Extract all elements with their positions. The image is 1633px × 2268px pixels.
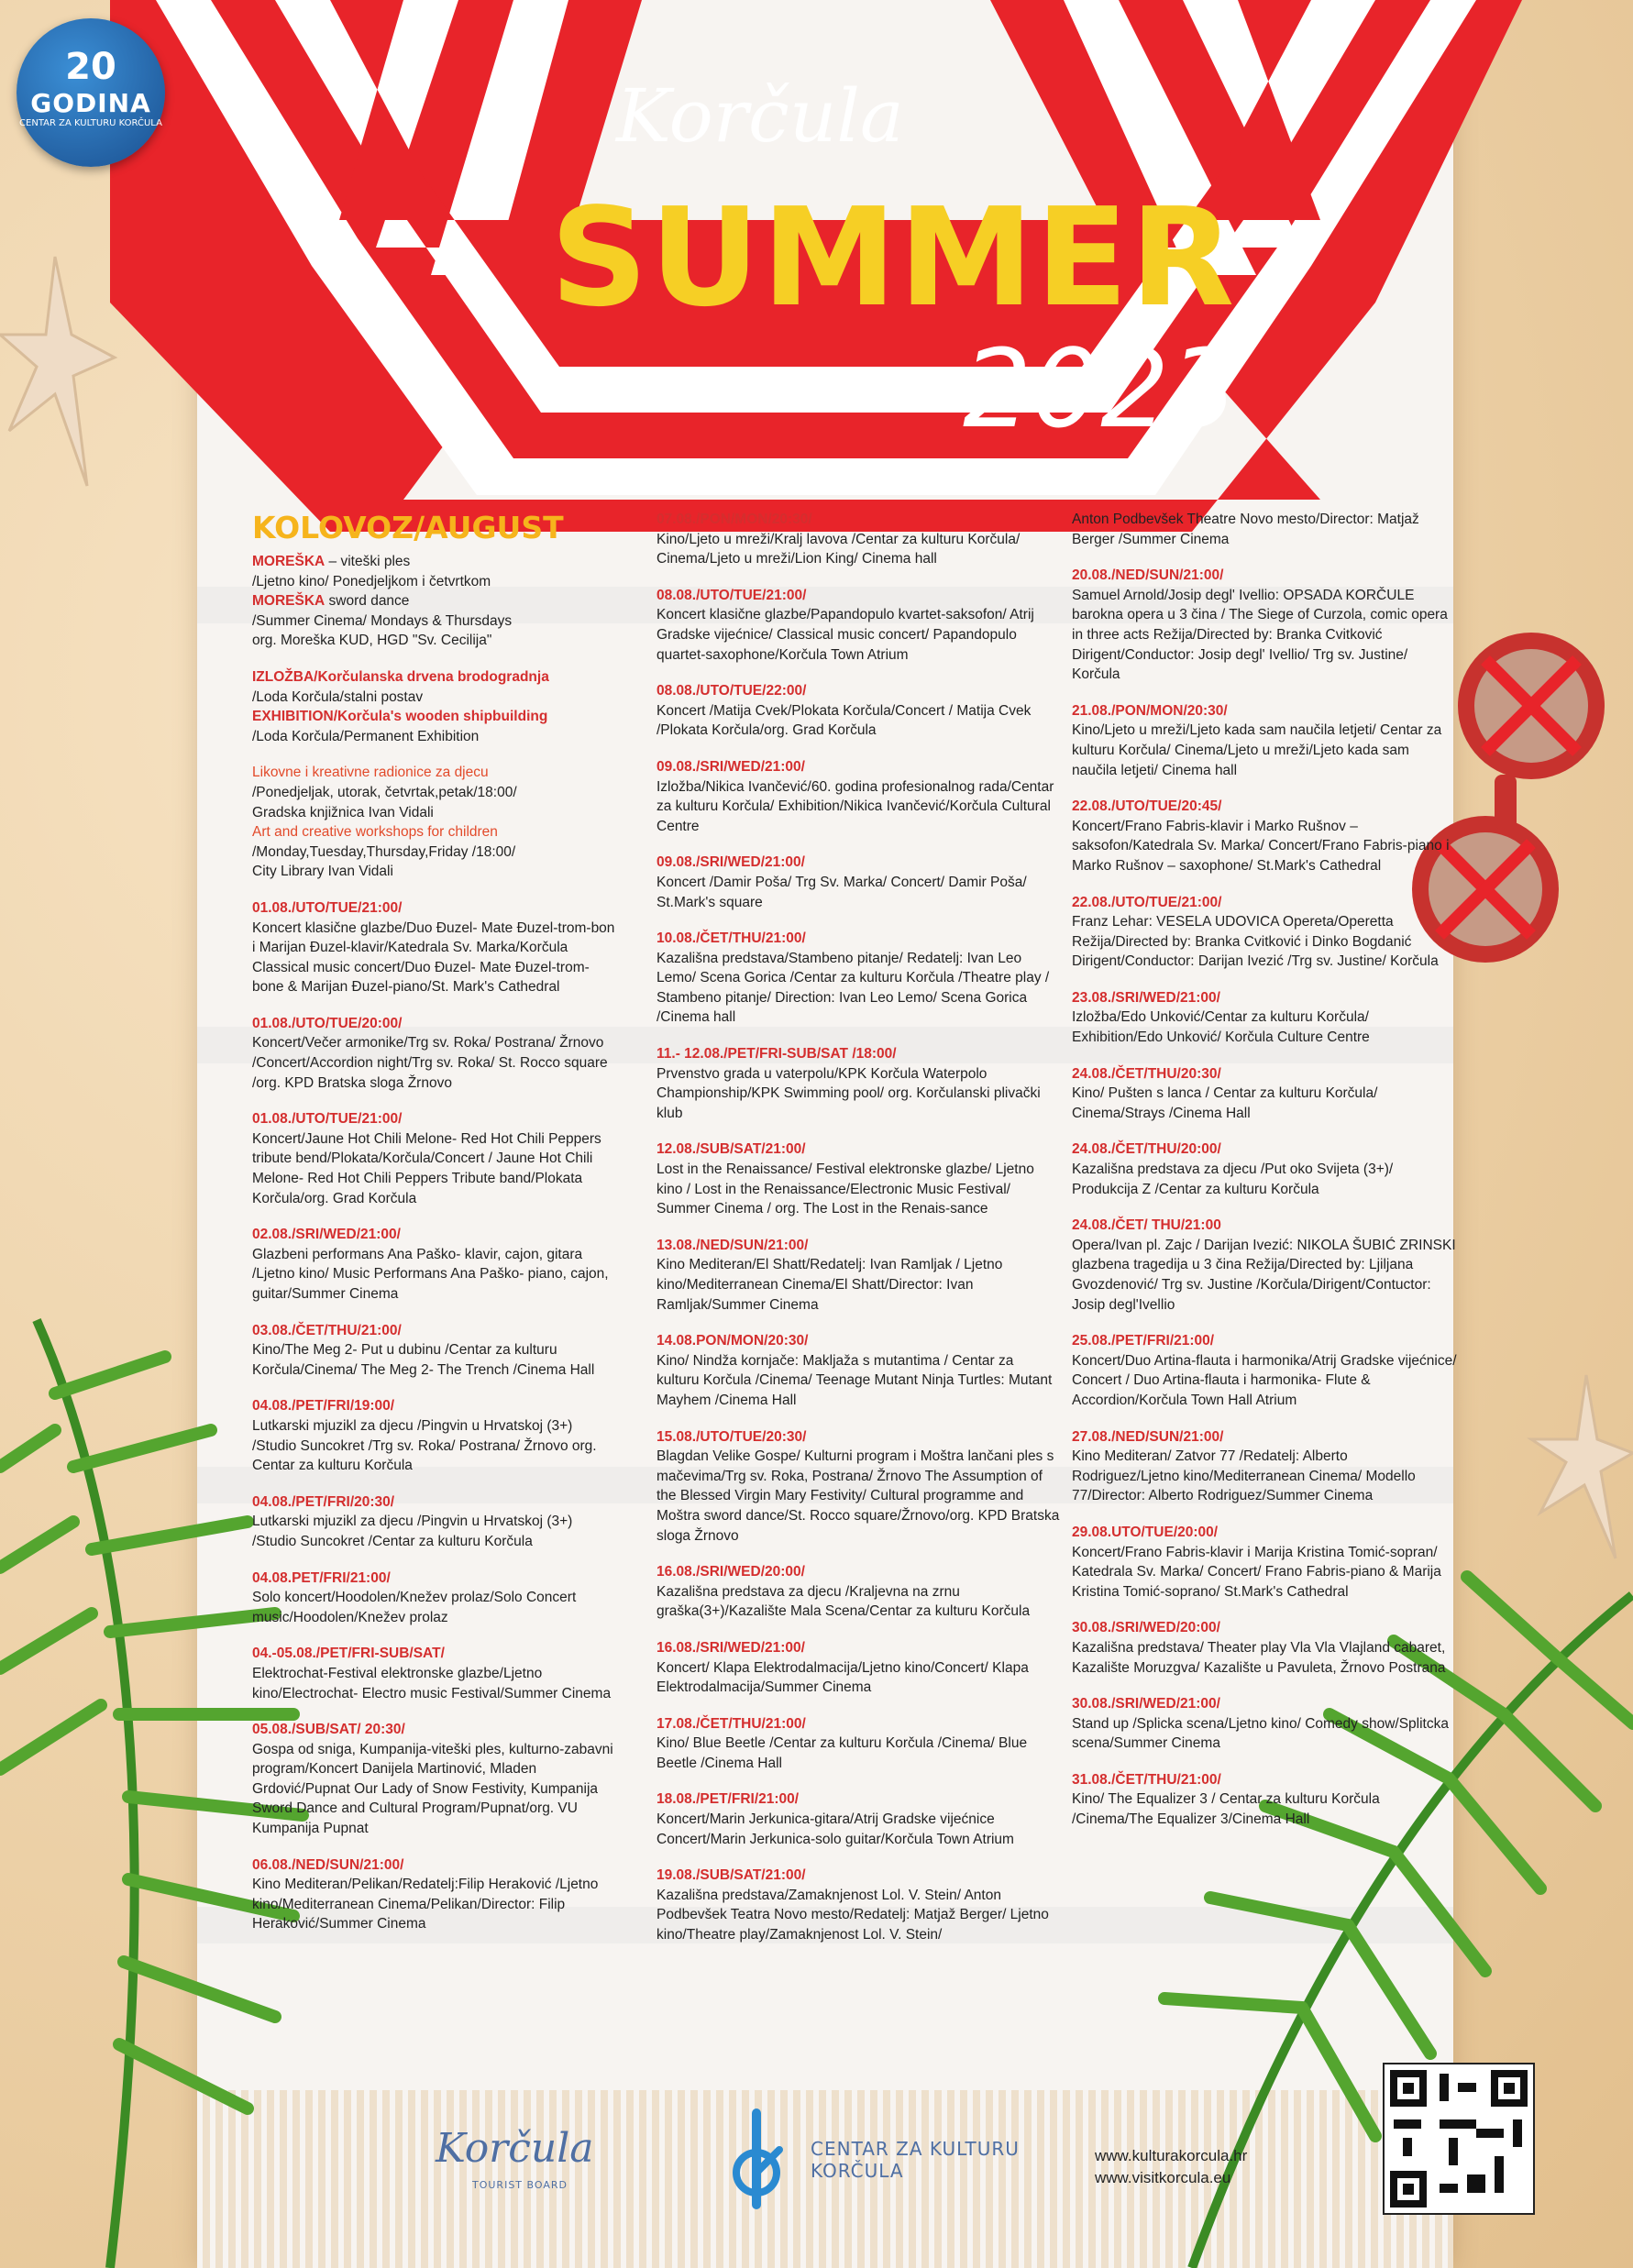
event-date: 08.08./UTO/TUE/21:00/ <box>657 587 807 603</box>
anniversary-badge <box>17 18 165 167</box>
event-item <box>657 1140 1060 1218</box>
event-description: Kino/ Blue Beetle /Centar za kulturu Korčula /Cinema/ Blue Beetle /Cinema Hall <box>657 1735 1028 1771</box>
intro-text: MOREŠKA <box>252 593 325 610</box>
event-date: 04.08./PET/FRI/19:00/ <box>252 1398 395 1415</box>
tourist-board-logo[interactable] <box>436 2125 594 2191</box>
event-description: Koncert /Matija Cvek/Plokata Korčula/Concert / Matija Cvek /Plokata Korčula/org. Grad Korčula <box>657 702 1032 739</box>
centar-za-kulturu-logo-icon <box>715 2108 798 2209</box>
event-date: 01.08./UTO/TUE/21:00/ <box>252 899 403 916</box>
url-kulturakorcula-link[interactable]: www.kulturakorcula.hr <box>1095 2147 1248 2164</box>
event-item <box>252 1855 619 1934</box>
event-description: Koncert/Frano Fabris-klavir i Marko Rušnov – saksofon/Katedrala Sv. Marka/ Concert/Frano Fabris-piano i Marko Rušnov – saxophone/ St.Mark's Cathedral <box>1072 818 1450 874</box>
event-item <box>657 1638 1060 1698</box>
program-column-2 <box>657 510 1060 1962</box>
intro-text: /Monday,Tuesday,Thursday,Friday /18:00/ <box>252 843 516 860</box>
event-description: Koncert/Duo Artina-flauta i harmonika/Atrij Gradske vijećnice/ Concert / Duo Artina-flauta i harmonika- Flute & Accordion/Korčula Town Hall Atrium <box>1072 1352 1457 1408</box>
month-title: KOLOVOZ/AUGUST <box>252 510 564 545</box>
intro-block <box>252 667 619 746</box>
event-description: Koncert/Marin Jerkunica-gitara/Atrij Gradske vijećnice Concert/Marin Jerkunica-solo guitar/Korčula Town Atrium <box>657 1811 1014 1847</box>
event-item <box>657 1236 1060 1315</box>
event-description: Solo koncert/Hoodolen/Knežev prolaz/Solo Concert music/Hoodolen/Knežev prolaz <box>252 1590 577 1625</box>
intro-text: Gradska knjižnica Ivan Vidali <box>252 804 434 820</box>
intro-text: /Loda Korčula/stalni postav <box>252 688 424 705</box>
event-item <box>657 929 1060 1028</box>
event-item <box>252 1321 619 1381</box>
intro-text: /Ljetno kino/ Ponedjeljkom i četvrtkom <box>252 573 491 589</box>
event-date: 27.08./NED/SUN/21:00/ <box>1072 1428 1224 1445</box>
event-item <box>657 1331 1060 1410</box>
intro-text: IZLOŽBA/Korčulanska drvena brodogradnja <box>252 668 549 685</box>
event-description: Koncert/Večer armonike/Trg sv. Roka/ Postrana/ Žrnovo /Concert/Accordion night/Trg sv. Roka/ St. Rocco square /org. KPD Bratska sloga Žrnovo <box>252 1035 608 1091</box>
event-description: Lutkarski mjuzikl za djecu /Pingvin u Hrvatskoj (3+) /Studio Suncokret /Centar za kulturu Korčula <box>252 1514 573 1549</box>
event-list-3 <box>1072 566 1457 1829</box>
event-item <box>252 898 619 997</box>
event-date: 07.08./PON/MON/20:30/ <box>657 512 812 527</box>
event-description: Kino Mediteran/ Zatvor 77 /Redatelj: Alberto Rodriguez/Ljetno kino/Mediterranean Cinema/ Modello 77/Director: Alberto Rodriguez/Summer Cinema <box>1072 1448 1416 1504</box>
qr-code[interactable] <box>1383 2063 1535 2215</box>
event-item <box>1072 1694 1457 1754</box>
ck-line-2: KORČULA <box>811 2160 904 2182</box>
event-item <box>1072 1064 1457 1124</box>
event-date: 16.08./SRI/WED/20:00/ <box>657 1564 805 1580</box>
intro-text: MOREŠKA <box>252 554 325 569</box>
intro-text: /Ponedjeljak, utorak, četvrtak,petak/18:00/ <box>252 784 517 800</box>
event-date: 31.08./ČET/THU/21:00/ <box>1072 1771 1221 1788</box>
intro-text: sword dance <box>325 593 410 610</box>
intro-text: /Summer Cinema/ Mondays & Thursdays <box>252 612 513 629</box>
title-year: 2023 <box>963 325 1239 452</box>
event-description: Kazališna predstava za djecu /Kraljevna na zrnu graška(3+)/Kazalište Mala Scena/Centar za kulturu Korčula <box>657 1583 1031 1620</box>
event-date: 23.08./SRI/WED/21:00/ <box>1072 989 1220 1006</box>
event-date: 24.08./ČET/THU/20:00/ <box>1072 1141 1221 1158</box>
event-list-2 <box>657 510 1060 1945</box>
badge-number: 20 <box>65 46 116 88</box>
event-item <box>657 1427 1060 1547</box>
event-description: Koncert/Jaune Hot Chili Melone- Red Hot Chili Peppers tribute bend/Plokata/Korčula/Concert / Jaune Hot Chili Melone- Red Hot Chili Peppers Tribute band/Plokata Korčula/org. Grad Korčula <box>252 1130 601 1206</box>
event-date: 30.08./SRI/WED/20:00/ <box>1072 1620 1220 1636</box>
badge-text: GODINA <box>30 88 151 118</box>
intro-text: Art and creative workshops for children <box>252 824 498 841</box>
title-korcula: Korčula <box>616 73 904 159</box>
url-visitkorcula-link[interactable]: www.visitkorcula.eu <box>1095 2169 1231 2186</box>
event-date: 02.08./SRI/WED/21:00/ <box>252 1227 401 1243</box>
event-item <box>1072 1331 1457 1410</box>
event-item <box>657 1562 1060 1622</box>
event-date: 29.08.UTO/TUE/20:00/ <box>1072 1524 1219 1540</box>
event-date: 06.08./NED/SUN/21:00/ <box>252 1856 404 1873</box>
event-date: 25.08./PET/FRI/21:00/ <box>1072 1333 1215 1349</box>
event-date: 04.08./PET/FRI/20:30/ <box>252 1493 395 1510</box>
column-3-lead: Anton Podbevšek Theatre Novo mesto/Director: Matjaž Berger /Summer Cinema <box>1072 512 1419 547</box>
event-date: 13.08./NED/SUN/21:00/ <box>657 1237 809 1253</box>
event-date: 16.08./SRI/WED/21:00/ <box>657 1639 805 1656</box>
event-description: Franz Lehar: VESELA UDOVICA Opereta/Operetta Režija/Directed by: Branka Cvitković i Dinko Bogdanić Dirigent/Conductor: Darijan Ivezić /Trg sv. Justine/ Korčula <box>1072 914 1439 970</box>
event-date: 20.08./NED/SUN/21:00/ <box>1072 567 1224 584</box>
event-date: 11.- 12.08./PET/FRI-SUB/SAT /18:00/ <box>657 1046 897 1062</box>
event-date: 10.08./ČET/THU/21:00/ <box>657 930 806 947</box>
event-date: 03.08./ČET/THU/21:00/ <box>252 1322 402 1338</box>
event-date: 12.08./SUB/SAT/21:00/ <box>657 1141 806 1158</box>
event-item <box>1072 797 1457 875</box>
event-item <box>657 853 1060 912</box>
event-date: 22.08./UTO/TUE/21:00/ <box>1072 894 1222 910</box>
event-date: 19.08./SUB/SAT/21:00/ <box>657 1867 806 1884</box>
event-description: Lutkarski mjuzikl za djecu /Pingvin u Hrvatskoj (3+) /Studio Suncokret /Trg sv. Roka/ Postrana/ Žrnovo org. Centar za kulturu Korčula <box>252 1417 597 1474</box>
event-item <box>657 1044 1060 1123</box>
event-description: Kazališna predstava za djecu /Put oko Svijeta (3+)/ Produkcija Z /Centar za kulturu Korčula <box>1072 1162 1394 1197</box>
event-description: Koncert/Frano Fabris-klavir i Marija Kristina Tomić-sopran/ Katedrala Sv. Marka/ Concert/ Frano Fabris-piano & Marija Kristina Tomić-soprano/ St.Mark's Cathedral <box>1072 1544 1441 1600</box>
event-item <box>657 1866 1060 1944</box>
event-item <box>1072 1140 1457 1199</box>
event-description: Kino/ The Equalizer 3 / Centar za kulturu Korčula /Cinema/The Equalizer 3/Cinema Hall <box>1072 1791 1380 1828</box>
event-date: 17.08./ČET/THU/21:00/ <box>657 1715 806 1732</box>
tourist-board-sub: TOURIST BOARD <box>472 2179 568 2191</box>
event-description: Kazališna predstava/Stambeno pitanje/ Redatelj: Ivan Leo Lemo/ Scena Gorica /Centar za kulturu Korčula /Theatre play / Stambeno pitanje/ Direction: Ivan Leo Lemo/ Scena Gorica /Cinema hall <box>657 950 1050 1026</box>
event-item <box>252 1720 619 1839</box>
event-description: Koncert klasične glazbe/Papandopulo kvartet-saksofon/ Atrij Gradske vijećnice/ Classical music concert/ Papandopulo quartet-saxophone/Korčula Town Atrium <box>657 607 1034 663</box>
event-date: 04.-05.08./PET/FRI-SUB/SAT/ <box>252 1646 445 1662</box>
event-description: Kino/Ljeto u mreži/Kralj lavova /Centar za kulturu Korčula/ Cinema/Ljeto u mreži/Lion King/ Cinema hall <box>657 531 1021 567</box>
event-date: 01.08./UTO/TUE/20:00/ <box>252 1015 403 1031</box>
event-item <box>1072 893 1457 972</box>
event-item <box>252 1492 619 1552</box>
event-date: 15.08./UTO/TUE/20:30/ <box>657 1428 807 1445</box>
event-description: Opera/Ivan pl. Zajc / Darijan Ivezić: NIKOLA ŠUBIĆ ZRINSKI glazbena tragedija u 3 čina Režija/Directed by: Ljiljana Gvozdenović/ Trg sv. Justine /Korčula/Dirigent/Contuctor: Josip degl'Ivellio <box>1072 1237 1456 1313</box>
intro-text: City Library Ivan Vidali <box>252 864 393 880</box>
intro-text: Likovne i kreativne radionice za djecu <box>252 765 489 781</box>
event-description: Stand up /Splicka scena/Ljetno kino/ Comedy show/Splitcka scena/Summer Cinema <box>1072 1715 1449 1752</box>
event-description: Kino/ Pušten s lanca / Centar za kulturu Korčula/ Cinema/Strays /Cinema Hall <box>1072 1085 1378 1121</box>
event-description: Koncert /Damir Poša/ Trg Sv. Marka/ Concert/ Damir Poša/ St.Mark's square <box>657 874 1027 910</box>
title-summer: SUMMER <box>550 179 1237 336</box>
event-item <box>657 510 1060 569</box>
intro-text: org. Moreška KUD, HGD "Sv. Cecilija" <box>252 633 492 649</box>
event-date: 04.08.PET/FRI/21:00/ <box>252 1569 391 1586</box>
event-item <box>657 757 1060 836</box>
event-description: Glazbeni performans Ana Paško- klavir, cajon, gitara /Ljetno kino/ Music Performans Ana Paško- piano, cajon, guitar/Summer Cinema <box>252 1246 609 1302</box>
event-date: 08.08./UTO/TUE/22:00/ <box>657 683 807 699</box>
event-description: Kino/ Nindža kornjače: Makljaža s mutantima / Centar za kulturu Korčula /Cinema/ Teenage Mutant Ninja Turtles: Mutant Mayhem /Cinema Hall <box>657 1352 1053 1408</box>
footer-urls <box>1095 2145 1247 2189</box>
event-date: 05.08./SUB/SAT/ 20:30/ <box>252 1722 405 1738</box>
event-item <box>1072 988 1457 1048</box>
event-date: 14.08.PON/MON/20:30/ <box>657 1333 809 1349</box>
intro-text: – viteški ples <box>325 554 411 569</box>
event-item <box>1072 701 1457 780</box>
event-description: Kino Mediteran/Pelikan/Redatelj:Filip Heraković /Ljetno kino/Mediterranean Cinema/Pelikan/Director: Filip Heraković/Summer Cinema <box>252 1877 599 1932</box>
event-item <box>252 1644 619 1703</box>
program-column-3 <box>1072 510 1457 1846</box>
event-item <box>252 1014 619 1093</box>
event-date: 24.08./ČET/ THU/21:00 <box>1072 1217 1221 1234</box>
event-description: Kazališna predstava/ Theater play Vla Vla Vlajland cabaret, Kazalište Moruzgva/ Kazalište u Pavuleta, Žrnovo Postrana <box>1072 1639 1446 1676</box>
event-date: 18.08./PET/FRI/21:00/ <box>657 1791 800 1808</box>
event-item <box>1072 1427 1457 1506</box>
event-description: Izložba/Nikica Ivančević/60. godina profesionalnog rada/Centar za kulturu Korčula/ Exhibition/Nikica Ivančević/Korčula Cultural Centre <box>657 778 1054 834</box>
intro-text: EXHIBITION/Korčula's wooden shipbuilding <box>252 709 548 725</box>
centar-za-kulturu-text <box>811 2138 1020 2182</box>
event-item <box>252 1569 619 1628</box>
event-description: Prvenstvo grada u vaterpolu/KPK Korčula Waterpolo Championship/KPK Swimming pool/ org. Korčulanski plivački klub <box>657 1065 1041 1121</box>
starfish-right-icon <box>1513 1366 1633 1568</box>
event-item <box>252 1225 619 1304</box>
event-item <box>252 1109 619 1208</box>
event-item <box>1072 1618 1457 1678</box>
intro-block <box>252 763 619 882</box>
event-item <box>657 1789 1060 1849</box>
event-description: Kino/The Meg 2- Put u dubinu /Centar za kulturu Korčula/Cinema/ The Meg 2- The Trench /Cinema Hall <box>252 1342 595 1378</box>
event-description: Gospa od sniga, Kumpanija-viteški ples, kulturno-zabavni program/Koncert Danijela Martinović, Mladen Grdović/Pupnat Our Lady of Snow Festivity, Kumpanija Sword Dance and Cultural Program/Pupnat/org. VU Kumpanija Pupnat <box>252 1741 613 1837</box>
event-description: Kino Mediteran/El Shatt/Redatelj: Ivan Ramljak / Ljetno kino/Mediterranean Cinema/El Shatt/Director: Ivan Ramljak/Summer Cinema <box>657 1257 1003 1313</box>
event-date: 21.08./PON/MON/20:30/ <box>1072 702 1228 719</box>
event-item <box>1072 1216 1457 1315</box>
event-description: Blagdan Velike Gospe/ Kulturni program i Moštra lančani ples s mačevima/Trg sv. Roka, Postrana/ Žrnovo The Assumption of the Blessed Virgin Mary Festivity/ Cultural programme and Moštra sword dance/St. Rocco square/Žrnovo/org. KPD Bratska sloga Žrnovo <box>657 1448 1060 1544</box>
event-item <box>1072 1770 1457 1830</box>
tourist-board-logo-text: Korčula <box>436 2125 594 2172</box>
ck-line-1: CENTAR ZA KULTURU <box>811 2138 1020 2160</box>
program-column-1 <box>252 510 619 1951</box>
intro-text: /Loda Korčula/Permanent Exhibition <box>252 728 480 744</box>
event-item <box>657 586 1060 665</box>
event-date: 24.08./ČET/THU/20:30/ <box>1072 1065 1221 1082</box>
event-item <box>1072 1523 1457 1602</box>
intro-block <box>252 552 619 651</box>
event-item <box>657 1714 1060 1774</box>
event-description: Izložba/Edo Unković/Centar za kulturu Korčula/ Exhibition/Edo Unković/ Korčula Culture Centre <box>1072 1009 1370 1046</box>
event-description: Lost in the Renaissance/ Festival elektronske glazbe/ Ljetno kino / Lost in the Renaissance/Electronic Music Festival/ Summer Cinema / org. The Lost in the Renais-sance <box>657 1162 1034 1217</box>
event-description: Kino/Ljeto u mreži/Ljeto kada sam naučila letjeti/ Centar za kulturu Korčula/ Cinema/Ljeto u mreži/Ljeto kada sam naučila letjeti/ Cinema hall <box>1072 722 1442 778</box>
event-date: 09.08./SRI/WED/21:00/ <box>657 854 805 871</box>
event-date: 30.08./SRI/WED/21:00/ <box>1072 1696 1220 1712</box>
event-date: 01.08./UTO/TUE/21:00/ <box>252 1111 403 1128</box>
intro-section <box>252 552 619 882</box>
event-description: Koncert/ Klapa Elektrodalmacija/Ljetno kino/Concert/ Klapa Elektrodalmacija/Summer Cinema <box>657 1659 1029 1696</box>
badge-sub: CENTAR ZA KULTURU KORČULA <box>19 118 162 128</box>
event-date: 09.08./SRI/WED/21:00/ <box>657 758 805 775</box>
event-list-1 <box>252 898 619 1934</box>
event-description: Koncert klasične glazbe/Duo Đuzel- Mate Đuzel-trom-bon i Marijan Đuzel-klavir/Katedrala Sv. Marka/Korčula Classical music concert/Duo Đuzel- Mate Đuzel-trom-bone & Marijan Đuzel-piano/St. Mark's Cathedral <box>252 919 615 996</box>
event-date: 22.08./UTO/TUE/20:45/ <box>1072 798 1222 815</box>
event-item <box>657 681 1060 741</box>
event-description: Kazališna predstava/Zamaknjenost Lol. V. Stein/ Anton Podbevšek Teatra Novo mesto/Redatelj: Matjaž Berger/ Ljetno kino/Theatre play/Zamaknjenost Lol. V. Stein/ <box>657 1887 1049 1943</box>
event-item <box>1072 566 1457 685</box>
event-description: Elektrochat-Festival elektronske glazbe/Ljetno kino/Electrochat- Electro music Festival/Summer Cinema <box>252 1665 612 1701</box>
event-item <box>252 1396 619 1475</box>
event-description: Samuel Arnold/Josip degl' Ivellio: OPSADA KORČULE barokna opera u 3 čina / The Siege of Curzola, comic opera in three acts Režija/Directed by: Branka Cvitković Dirigent/Conductor: Josip degl' Ivellio/ Trg sv. Justine/ Korčula <box>1072 587 1448 683</box>
